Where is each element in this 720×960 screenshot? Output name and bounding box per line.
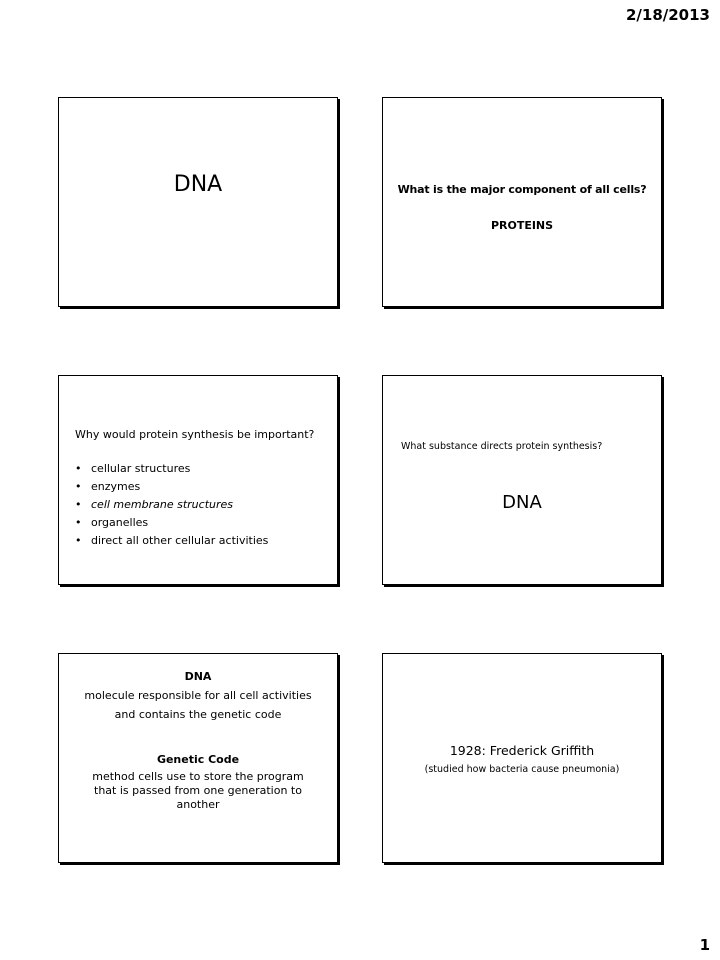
list-item: • cell membrane structures xyxy=(75,496,268,514)
term-definition xyxy=(59,686,337,724)
list-item: • organelles xyxy=(75,514,268,532)
bullet-icon: • xyxy=(75,516,82,529)
slide-question: What substance directs protein synthesis? xyxy=(401,441,603,452)
bullet-list xyxy=(75,460,268,550)
slide-answer: PROTEINS xyxy=(490,219,554,232)
page-number: 1 xyxy=(699,936,710,954)
slide-title: DNA xyxy=(173,172,223,197)
slide-2 xyxy=(382,97,662,307)
bullet-icon: • xyxy=(75,462,82,475)
term-definition: method cells use to store the program that is passed from one generation to another xyxy=(92,770,304,811)
page-date: 2/18/2013 xyxy=(625,6,710,24)
slide-question: Why would protein synthesis be important? xyxy=(75,428,315,441)
definition-line: molecule responsible for all cell activities xyxy=(84,689,312,702)
slide-answer: DNA xyxy=(502,492,542,513)
slide-question: What is the major component of all cells? xyxy=(397,183,647,196)
slide-subheading: (studied how bacteria cause pneumonia) xyxy=(424,764,620,775)
bullet-icon: • xyxy=(75,480,82,493)
slide-6 xyxy=(382,653,662,863)
term-heading: Genetic Code xyxy=(156,753,240,766)
slide-4 xyxy=(382,375,662,585)
slide-heading: 1928: Frederick Griffith xyxy=(449,743,595,758)
term-heading: DNA xyxy=(184,670,212,683)
slide-1 xyxy=(58,97,338,307)
bullet-icon: • xyxy=(75,534,82,547)
list-item: • direct all other cellular activities xyxy=(75,532,268,550)
definition-line: and contains the genetic code xyxy=(114,708,282,721)
slide-3 xyxy=(58,375,338,585)
bullet-icon: • xyxy=(75,498,82,511)
list-item: • enzymes xyxy=(75,478,268,496)
slide-5 xyxy=(58,653,338,863)
list-item: • cellular structures xyxy=(75,460,268,478)
